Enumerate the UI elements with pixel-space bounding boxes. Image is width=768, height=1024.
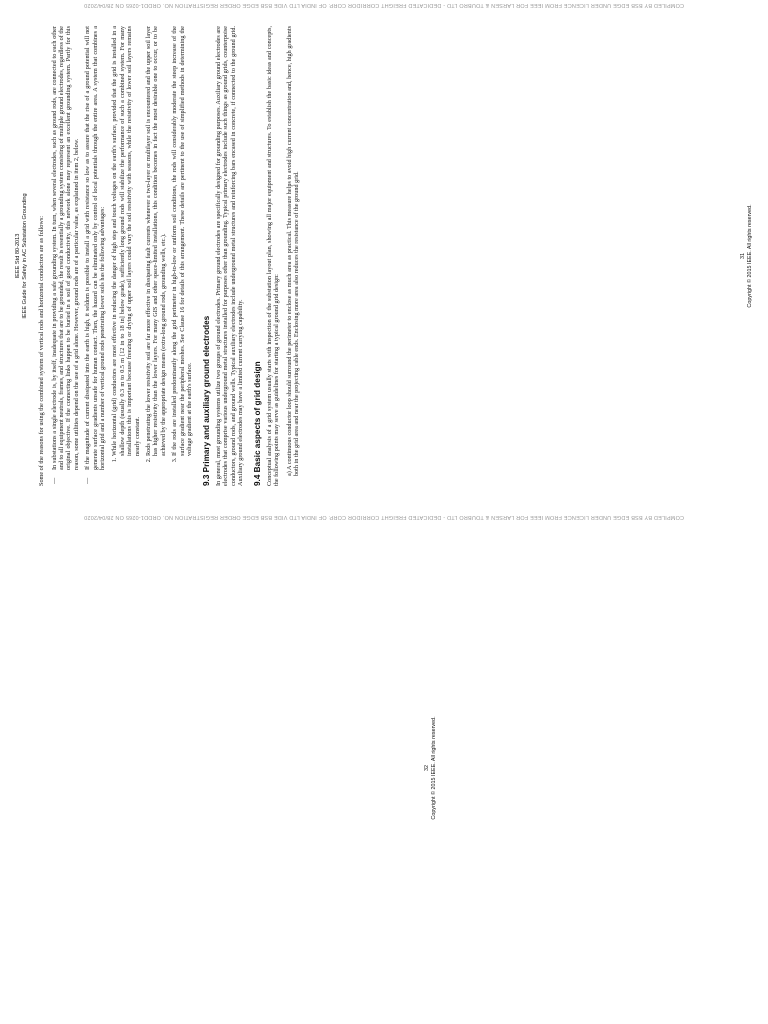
- advantage-item: 3. If the rods are installed predominantly along the grid perimeter in high-to-low or uniform soil conditions, the rods will considerably moderate the steep increase of the surface gradient near the peripheral meshes. See Clause 16 for details of this arrangement. These details are pertinent to the use of simplified methods in determining the voltage gradient at the earth's surface.: [171, 26, 193, 456]
- section-9-3-paragraph: In general, most grounding systems utilize two groups of ground electrodes. Primary ground electrodes are specifically designed for grounding purposes. Auxiliary ground electrodes are electrodes that comprise various underground metal structures installed for purposes other than grounding. Typical primary electrodes include such things as ground grids, counterpoise conductors, ground rods, and ground wells. Typical auxiliary electrodes include underground metal structures and reinforcing bars encased in concrete, if connected to the ground grid. Auxiliary ground electrodes may have a limited current carrying capability.: [214, 26, 245, 486]
- page-number: 31: [740, 253, 747, 259]
- page-header: [15, 8, 28, 504]
- advantages-list: [111, 26, 193, 486]
- page-number: 32: [424, 765, 431, 771]
- section-heading-9-3: 9.3 Primary and auxiliary ground electrodes: [201, 315, 211, 486]
- copyright-notice: Copyright © 2015 IEEE. All rights reserved.: [430, 716, 437, 820]
- dash-item: — In substations a single electrode is, by itself, inadequate in providing a safe grounding system. In turn, when several electrodes, such as ground rods, are connected to each other and to all equipment neutrals, frames, and structures that are to be grounded, the result is essentially a grounding system consisting of multiple ground electrodes, regardless of the original objective. If the connecting links happen to be buried in a soil of good conductivity, this network alone may represent an excellent grounding system. Partly for this reason, some utilities depend on the use of a grid alone. However, ground rods are of a particular value, as explained in item 2, below.: [51, 26, 81, 470]
- std-number: IEEE Std 80-2013: [15, 233, 21, 279]
- page-footer: [424, 520, 437, 1016]
- section-heading-9-4: 9.4 Basic aspects of grid design: [252, 361, 262, 486]
- page-31: [9, 8, 759, 504]
- page-footer: [740, 8, 753, 504]
- dash-item: — If the magnitude of current dissipated into the earth is high, it seldom is possible to install a grid with resistance so low as to assure that the rise of a ground potential will not generate surface gradients unsafe for human contact. Then, the hazard can be eliminated only by control of local potentials through the entire area. A system that combines a horizontal grid and a number of vertical ground rods penetrating lower soils has the following advantages:: [84, 26, 106, 470]
- bottom-scan-half: [0, 512, 768, 1024]
- advantage-item: 2. Rods penetrating the lower resistivity soil are far more effective in dissipating fault currents whenever a two-layer or multilayer soil is encountered and the upper soil layer has higher resistivity than the lower layers. For many GIS and other space-limited installations, this condition becomes in fact the most desirable one to occur, or to be achieved by the appropriate design means (extra-long ground rods, grounding wells, etc.).: [145, 26, 167, 456]
- advantage-item: 1. While horizontal (grid) conductors are most effective in reducing the danger of high step and touch voltages on the earth's surface, provided that the grid is installed in a shallow depth (usually 0.3 m to 0.5 m [12 in to 18 in] below grade), sufficiently long ground rods will stabilize the performance of such a combined system. For many installations this is important because freezing or drying of upper soil layers could vary the soil resistivity with seasons, while the resistivity of lower soil layers remains nearly constant.: [111, 26, 141, 456]
- std-title: IEEE Guide for Safety in AC Substation Grounding: [21, 193, 28, 319]
- list-item-a: a) A continuous conductor loop should surround the perimeter to enclose as much area as practical. This measure helps to avoid high current concentration and, hence, high gradients both in the grid area and near the projecting cable ends. Enclosing more area also reduces the resistance of the ground grid.: [285, 26, 301, 476]
- dash-list: [51, 26, 107, 486]
- section-9-4-paragraph: Conceptual analysis of a grid system usually starts with inspection of the substation layout plan, showing all major equipment and structures. To establish the basic ideas and concepts, the following points may serve as guidelines for starting a typical ground grid design:: [265, 26, 281, 486]
- watermark-top: COMPILED BY BSB EDGE UNDER LICENCE FROM IEEE FOR LARSEN & TOUBRO LTD - DEDICATED FREIGHT CORRIDOR CORP. OF INDIA LTD VIDE BSB EDGE ORDER REGISTRATION NO. ORDD1-0265 ON 28/04/2020: [83, 2, 685, 8]
- intro-paragraph: Some of the reasons for using the combined system of vertical rods and horizontal conductors are as follows:: [38, 216, 46, 486]
- copyright-notice: Copyright © 2015 IEEE. All rights reserved.: [746, 204, 753, 308]
- watermark-bottom: COMPILED BY BSB EDGE UNDER LICENCE FROM IEEE FOR LARSEN & TOUBRO LTD - DEDICATED FREIGHT CORRIDOR CORP. OF INDIA LTD VIDE BSB EDGE ORDER REGISTRATION NO. ORDD1-0265 ON 28/04/2020: [83, 514, 685, 520]
- page-32: [0, 520, 443, 1016]
